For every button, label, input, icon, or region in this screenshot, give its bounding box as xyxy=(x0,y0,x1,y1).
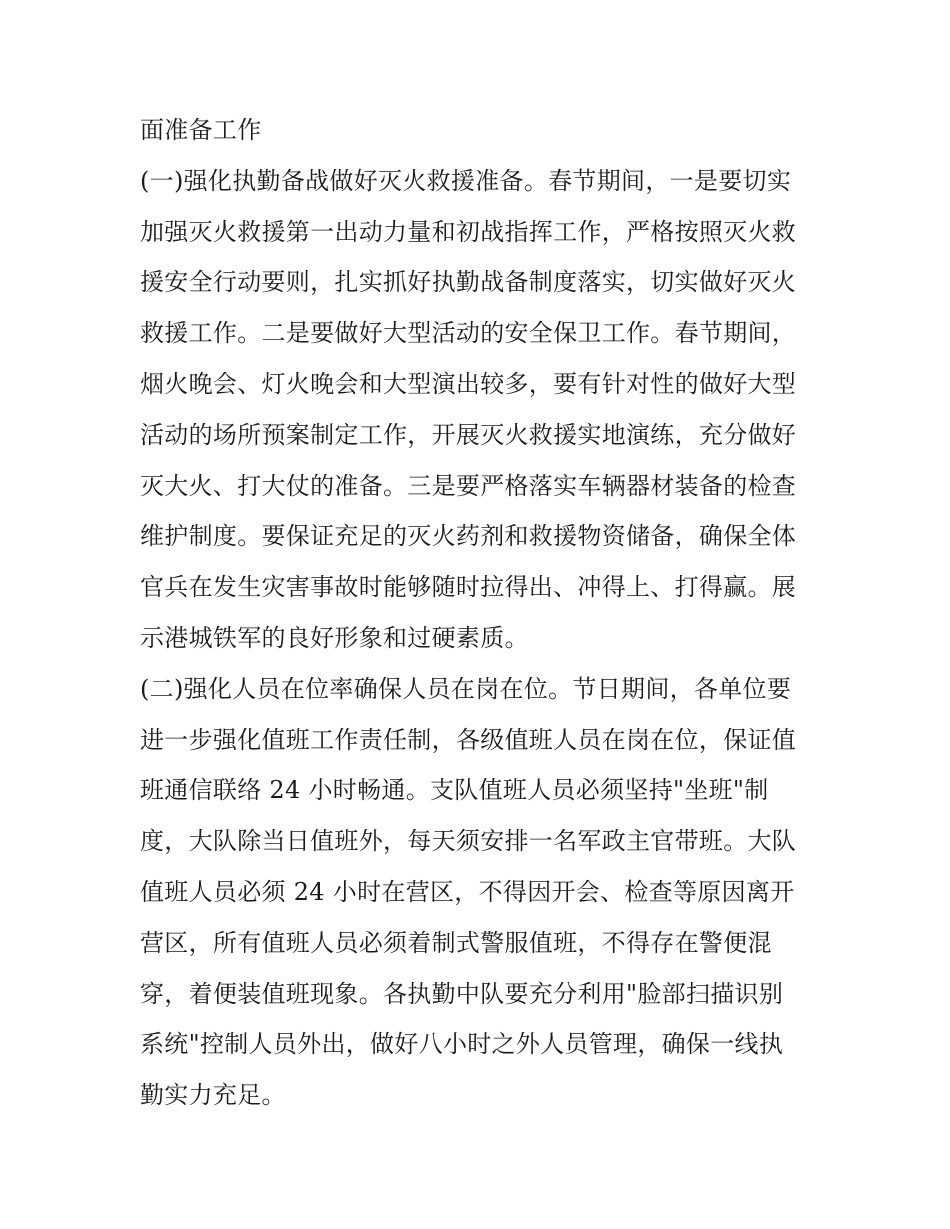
text-line: (一)强化执勤备战做好灭火救援准备。春节期间，一是要切实 xyxy=(140,166,792,195)
text-line: 进一步强化值班工作责任制，各级值班人员在岗在位，保证值 xyxy=(140,725,797,754)
text-line: 班通信联络 24 小时畅通。支队值班人员必须坚持"坐班"制 xyxy=(140,776,769,805)
text-line: (二)强化人员在位率确保人员在岗在位。节日期间，各单位要 xyxy=(140,674,792,703)
text-line: 活动的场所预案制定工作，开展灭火救援实地演练，充分做好 xyxy=(140,420,797,449)
text-line: 援安全行动要则，扎实抓好执勤战备制度落实，切实做好灭火 xyxy=(140,268,797,297)
text-line: 烟火晚会、灯火晚会和大型演出较多，要有针对性的做好大型 xyxy=(140,369,797,398)
text-line: 营区，所有值班人员必须着制式警服值班，不得存在警便混 xyxy=(140,928,772,957)
body-text xyxy=(140,108,820,1124)
text-line: 加强灭火救援第一出动力量和初战指挥工作，严格按照灭火救 xyxy=(140,217,797,246)
text-line: 面准备工作 xyxy=(140,116,262,144)
text-line: 官兵在发生灾害事故时能够随时拉得出、冲得上、打得赢。展 xyxy=(140,573,797,602)
text-line: 救援工作。二是要做好大型活动的安全保卫工作。春节期间， xyxy=(140,319,797,348)
text-line: 值班人员必须 24 小时在营区，不得因开会、检查等原因离开 xyxy=(140,877,795,906)
text-line: 度，大队除当日值班外，每天须安排一名军政主官带班。大队 xyxy=(140,827,797,856)
text-line: 灭大火、打大仗的准备。三是要严格落实车辆器材装备的检查 xyxy=(140,471,797,500)
text-line: 穿，着便装值班现象。各执勤中队要充分利用"脸部扫描识别 xyxy=(140,979,784,1008)
text-line: 系统"控制人员外出，做好八小时之外人员管理，确保一线执 xyxy=(140,1030,784,1059)
text-line: 维护制度。要保证充足的灭火药剂和救援物资储备，确保全体 xyxy=(140,522,797,551)
text-line: 示港城铁军的良好形象和过硬素质。 xyxy=(140,623,529,652)
text-line: 勤实力充足。 xyxy=(140,1081,286,1110)
